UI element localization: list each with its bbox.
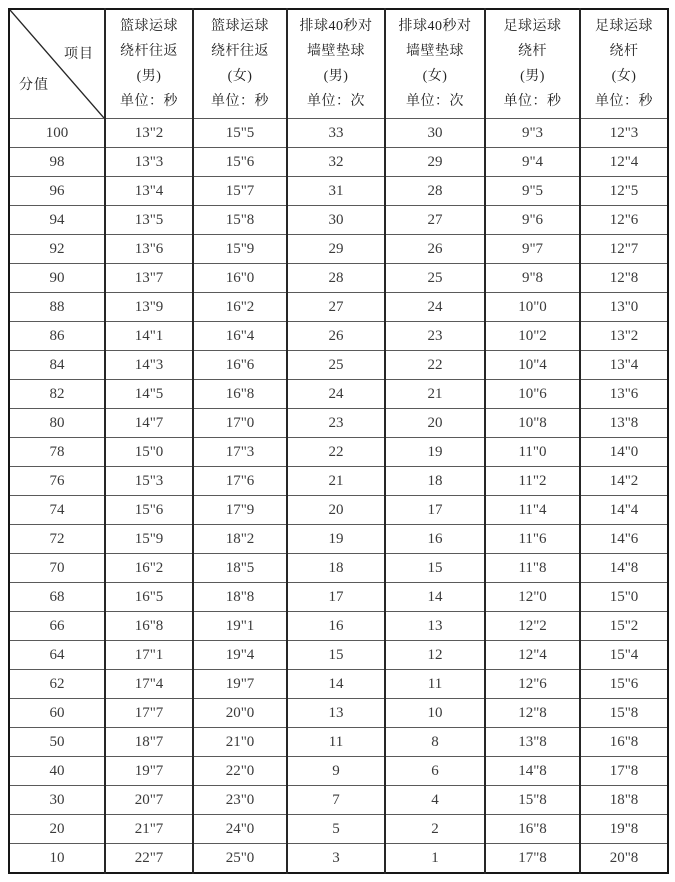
value-cell: 12"4 [485, 641, 580, 670]
table-row [9, 641, 668, 670]
value-cell: 10"8 [485, 409, 580, 438]
value-cell: 30 [385, 119, 485, 148]
value-cell: 11 [287, 728, 385, 757]
value-cell: 13"4 [105, 177, 193, 206]
score-cell: 20 [9, 815, 105, 844]
value-cell: 8 [385, 728, 485, 757]
value-cell: 10"2 [485, 322, 580, 351]
value-cell: 15"4 [580, 641, 668, 670]
event-header-line: (男) [520, 69, 545, 84]
event-header-cell [485, 9, 580, 119]
event-header-line: 篮球运球 [211, 19, 269, 34]
value-cell: 12"2 [485, 612, 580, 641]
event-header-line: 墙壁垫球 [307, 44, 365, 59]
value-cell: 15"7 [193, 177, 287, 206]
value-cell: 19"7 [105, 757, 193, 786]
event-header-cell [385, 9, 485, 119]
value-cell: 18 [385, 467, 485, 496]
event-header-line: 排球40秒对 [299, 19, 373, 34]
value-cell: 10 [385, 699, 485, 728]
value-cell: 16"8 [105, 612, 193, 641]
value-cell: 14"1 [105, 322, 193, 351]
value-cell: 13"5 [105, 206, 193, 235]
event-header-line: 墙壁垫球 [406, 44, 464, 59]
event-header-line: 绕杆 [609, 44, 639, 59]
value-cell: 13"4 [580, 351, 668, 380]
value-cell: 4 [385, 786, 485, 815]
value-cell: 11"0 [485, 438, 580, 467]
value-cell: 17 [287, 583, 385, 612]
event-header-line: 单位：秒 [503, 94, 562, 109]
table-row [9, 612, 668, 641]
value-cell: 15"5 [193, 119, 287, 148]
value-cell: 26 [287, 322, 385, 351]
value-cell: 15"6 [105, 496, 193, 525]
score-cell: 90 [9, 264, 105, 293]
value-cell: 22 [287, 438, 385, 467]
value-cell: 13"2 [105, 119, 193, 148]
value-cell: 16"5 [105, 583, 193, 612]
value-cell: 13"7 [105, 264, 193, 293]
value-cell: 17"8 [580, 757, 668, 786]
score-cell: 40 [9, 757, 105, 786]
event-header-line: 足球运球 [595, 19, 653, 34]
event-header-line: 绕杆往返 [120, 44, 178, 59]
value-cell: 17"6 [193, 467, 287, 496]
value-cell: 14"8 [485, 757, 580, 786]
table-row [9, 554, 668, 583]
score-cell: 68 [9, 583, 105, 612]
score-cell: 60 [9, 699, 105, 728]
value-cell: 15"8 [193, 206, 287, 235]
table-row [9, 380, 668, 409]
value-cell: 17 [385, 496, 485, 525]
value-cell: 13"6 [580, 380, 668, 409]
score-cell: 66 [9, 612, 105, 641]
event-header-line: 足球运球 [503, 19, 562, 34]
score-cell: 100 [9, 119, 105, 148]
value-cell: 12"7 [580, 235, 668, 264]
value-cell: 14"7 [105, 409, 193, 438]
value-cell: 9"3 [485, 119, 580, 148]
value-cell: 15"9 [193, 235, 287, 264]
event-header-cell [287, 9, 385, 119]
table-row [9, 322, 668, 351]
value-cell: 11"6 [485, 525, 580, 554]
score-cell: 92 [9, 235, 105, 264]
score-cell: 70 [9, 554, 105, 583]
table-row [9, 844, 668, 874]
value-cell: 20"0 [193, 699, 287, 728]
value-cell: 32 [287, 148, 385, 177]
value-cell: 20 [385, 409, 485, 438]
score-conversion-table-wrapper [8, 8, 669, 874]
value-cell: 13"6 [105, 235, 193, 264]
value-cell: 13"9 [105, 293, 193, 322]
value-cell: 13 [287, 699, 385, 728]
header-row [9, 9, 668, 119]
value-cell: 9 [287, 757, 385, 786]
score-cell: 10 [9, 844, 105, 874]
value-cell: 31 [287, 177, 385, 206]
value-cell: 13"8 [485, 728, 580, 757]
table-row [9, 177, 668, 206]
value-cell: 26 [385, 235, 485, 264]
value-cell: 11 [385, 670, 485, 699]
value-cell: 17"4 [105, 670, 193, 699]
value-cell: 20 [287, 496, 385, 525]
table-row [9, 409, 668, 438]
value-cell: 10"6 [485, 380, 580, 409]
score-cell: 96 [9, 177, 105, 206]
event-header-cell [193, 9, 287, 119]
score-cell: 50 [9, 728, 105, 757]
table-row [9, 293, 668, 322]
value-cell: 11"8 [485, 554, 580, 583]
table-row [9, 583, 668, 612]
score-cell: 30 [9, 786, 105, 815]
value-cell: 18"7 [105, 728, 193, 757]
event-header-cell [105, 9, 193, 119]
event-header-line: (男) [136, 69, 162, 84]
value-cell: 15"0 [105, 438, 193, 467]
value-cell: 24"0 [193, 815, 287, 844]
value-cell: 19"4 [193, 641, 287, 670]
table-row [9, 786, 668, 815]
value-cell: 15"8 [485, 786, 580, 815]
value-cell: 17"8 [485, 844, 580, 874]
score-cell: 72 [9, 525, 105, 554]
value-cell: 19 [385, 438, 485, 467]
table-row [9, 728, 668, 757]
table-row [9, 235, 668, 264]
value-cell: 16 [287, 612, 385, 641]
score-cell: 86 [9, 322, 105, 351]
value-cell: 16"2 [105, 554, 193, 583]
value-cell: 15"9 [105, 525, 193, 554]
value-cell: 22"7 [105, 844, 193, 874]
table-row [9, 119, 668, 148]
value-cell: 21"0 [193, 728, 287, 757]
event-header-cell [580, 9, 668, 119]
corner-label-item: 项目 [64, 47, 94, 62]
value-cell: 12"0 [485, 583, 580, 612]
value-cell: 33 [287, 119, 385, 148]
value-cell: 15"2 [580, 612, 668, 641]
value-cell: 23 [287, 409, 385, 438]
value-cell: 24 [385, 293, 485, 322]
value-cell: 21 [385, 380, 485, 409]
value-cell: 29 [287, 235, 385, 264]
value-cell: 17"9 [193, 496, 287, 525]
value-cell: 17"7 [105, 699, 193, 728]
value-cell: 9"4 [485, 148, 580, 177]
value-cell: 15"6 [193, 148, 287, 177]
value-cell: 16"6 [193, 351, 287, 380]
table-row [9, 206, 668, 235]
value-cell: 18"8 [193, 583, 287, 612]
value-cell: 1 [385, 844, 485, 874]
score-cell: 78 [9, 438, 105, 467]
table-row [9, 815, 668, 844]
score-cell: 82 [9, 380, 105, 409]
value-cell: 9"6 [485, 206, 580, 235]
value-cell: 14"5 [105, 380, 193, 409]
value-cell: 28 [287, 264, 385, 293]
value-cell: 14"0 [580, 438, 668, 467]
value-cell: 5 [287, 815, 385, 844]
table-row [9, 467, 668, 496]
value-cell: 20"8 [580, 844, 668, 874]
event-header-line: (女) [227, 69, 253, 84]
value-cell: 17"1 [105, 641, 193, 670]
event-header-line: 篮球运球 [120, 19, 178, 34]
value-cell: 30 [287, 206, 385, 235]
value-cell: 13"8 [580, 409, 668, 438]
value-cell: 14"4 [580, 496, 668, 525]
table-row [9, 496, 668, 525]
table-row [9, 757, 668, 786]
table-row [9, 525, 668, 554]
score-cell: 98 [9, 148, 105, 177]
event-header-line: 绕杆 [518, 44, 547, 59]
value-cell: 28 [385, 177, 485, 206]
score-conversion-table [8, 8, 669, 874]
event-header-line: (女) [422, 69, 448, 84]
score-cell: 88 [9, 293, 105, 322]
value-cell: 9"8 [485, 264, 580, 293]
score-cell: 80 [9, 409, 105, 438]
value-cell: 27 [385, 206, 485, 235]
value-cell: 14"8 [580, 554, 668, 583]
value-cell: 9"5 [485, 177, 580, 206]
value-cell: 14 [385, 583, 485, 612]
score-cell: 76 [9, 467, 105, 496]
value-cell: 19"7 [193, 670, 287, 699]
value-cell: 25"0 [193, 844, 287, 874]
value-cell: 23"0 [193, 786, 287, 815]
value-cell: 16"4 [193, 322, 287, 351]
value-cell: 25 [287, 351, 385, 380]
score-cell: 64 [9, 641, 105, 670]
table-row [9, 670, 668, 699]
score-cell: 62 [9, 670, 105, 699]
value-cell: 14"2 [580, 467, 668, 496]
value-cell: 12"5 [580, 177, 668, 206]
value-cell: 13"0 [580, 293, 668, 322]
value-cell: 15"6 [580, 670, 668, 699]
event-header-line: 单位：次 [406, 94, 464, 109]
value-cell: 18 [287, 554, 385, 583]
value-cell: 18"8 [580, 786, 668, 815]
value-cell: 12"8 [485, 699, 580, 728]
value-cell: 15"3 [105, 467, 193, 496]
value-cell: 24 [287, 380, 385, 409]
value-cell: 22 [385, 351, 485, 380]
value-cell: 12"3 [580, 119, 668, 148]
value-cell: 10"0 [485, 293, 580, 322]
table-row [9, 699, 668, 728]
score-cell: 94 [9, 206, 105, 235]
value-cell: 3 [287, 844, 385, 874]
value-cell: 14"6 [580, 525, 668, 554]
value-cell: 25 [385, 264, 485, 293]
value-cell: 12"8 [580, 264, 668, 293]
value-cell: 29 [385, 148, 485, 177]
value-cell: 18"5 [193, 554, 287, 583]
table-row [9, 438, 668, 467]
value-cell: 15"8 [580, 699, 668, 728]
value-cell: 13"2 [580, 322, 668, 351]
value-cell: 22"0 [193, 757, 287, 786]
value-cell: 17"3 [193, 438, 287, 467]
value-cell: 12"6 [580, 206, 668, 235]
table-row [9, 264, 668, 293]
value-cell: 11"2 [485, 467, 580, 496]
value-cell: 14 [287, 670, 385, 699]
corner-cell [9, 9, 105, 119]
value-cell: 15"0 [580, 583, 668, 612]
value-cell: 13 [385, 612, 485, 641]
value-cell: 16 [385, 525, 485, 554]
value-cell: 19 [287, 525, 385, 554]
value-cell: 21 [287, 467, 385, 496]
value-cell: 16"8 [193, 380, 287, 409]
value-cell: 19"8 [580, 815, 668, 844]
value-cell: 19"1 [193, 612, 287, 641]
value-cell: 17"0 [193, 409, 287, 438]
value-cell: 18"2 [193, 525, 287, 554]
value-cell: 10"4 [485, 351, 580, 380]
value-cell: 27 [287, 293, 385, 322]
value-cell: 12"4 [580, 148, 668, 177]
event-header-line: (女) [611, 69, 637, 84]
value-cell: 16"0 [193, 264, 287, 293]
value-cell: 16"8 [580, 728, 668, 757]
value-cell: 13"3 [105, 148, 193, 177]
value-cell: 6 [385, 757, 485, 786]
value-cell: 11"4 [485, 496, 580, 525]
value-cell: 15 [385, 554, 485, 583]
corner-label-score: 分值 [19, 78, 49, 93]
value-cell: 9"7 [485, 235, 580, 264]
value-cell: 23 [385, 322, 485, 351]
value-cell: 7 [287, 786, 385, 815]
event-header-line: (男) [323, 69, 349, 84]
event-header-line: 单位：秒 [595, 94, 653, 109]
event-header-line: 单位：秒 [211, 94, 269, 109]
event-header-line: 绕杆往返 [211, 44, 269, 59]
value-cell: 14"3 [105, 351, 193, 380]
value-cell: 16"2 [193, 293, 287, 322]
table-row [9, 351, 668, 380]
event-header-line: 排球40秒对 [398, 19, 472, 34]
score-cell: 84 [9, 351, 105, 380]
value-cell: 16"8 [485, 815, 580, 844]
score-cell: 74 [9, 496, 105, 525]
event-header-line: 单位：次 [307, 94, 365, 109]
value-cell: 12 [385, 641, 485, 670]
value-cell: 15 [287, 641, 385, 670]
value-cell: 20"7 [105, 786, 193, 815]
value-cell: 21"7 [105, 815, 193, 844]
value-cell: 12"6 [485, 670, 580, 699]
value-cell: 2 [385, 815, 485, 844]
event-header-line: 单位：秒 [120, 94, 178, 109]
score-table-body [9, 119, 668, 874]
table-row [9, 148, 668, 177]
